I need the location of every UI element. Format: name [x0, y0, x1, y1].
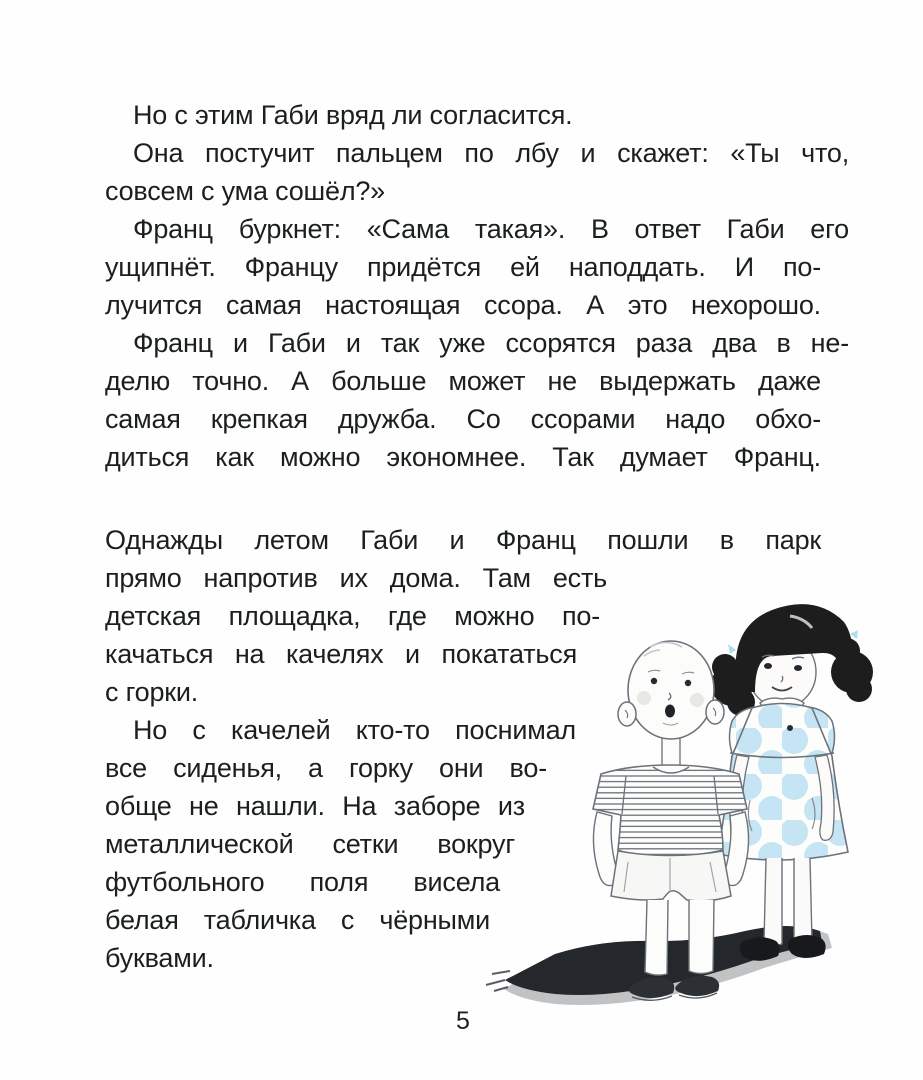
text-line: Франц буркнет: «Сама такая». В ответ Габи его	[133, 214, 849, 244]
page-number: 5	[456, 1007, 470, 1035]
text-line: лучится самая настоящая ссора. А это нехорошо.	[105, 290, 821, 320]
text-line: самая крепкая дружба. Со ссорами надо обхо-	[105, 404, 821, 434]
text-line: Но с этим Габи вряд ли согласится.	[133, 100, 573, 130]
text-line: металлической сетки вокруг	[105, 829, 515, 859]
illustration-boy-and-girl	[460, 590, 923, 1020]
text-line: прямо напротив их дома. Там есть	[105, 563, 607, 593]
text-line: ущипнёт. Францу придётся ей наподдать. И по-	[105, 252, 821, 282]
girl-shoe-right	[788, 935, 826, 958]
text-line: с горки.	[105, 677, 199, 707]
text-line: обще не нашли. На заборе из	[105, 791, 525, 821]
text-line: футбольного поля висела	[105, 867, 500, 897]
text-line: детская площадка, где можно по-	[105, 601, 600, 631]
text-line: делю точно. А больше может не выдержать даже	[105, 366, 821, 396]
girl-shoe-left	[740, 937, 780, 961]
text-line: Франц и Габи и так уже ссорятся раза два в не-	[133, 328, 849, 358]
text-line: диться как можно экономнее. Так думает Франц.	[105, 442, 821, 472]
text-line: совсем с ума сошёл?»	[105, 176, 386, 206]
text-line: Однажды летом Габи и Франц пошли в парк	[105, 525, 821, 555]
text-line: Но с качелей кто-то поснимал	[133, 715, 576, 745]
text-line: все сиденья, а горку они во-	[105, 753, 547, 783]
boy-head	[628, 641, 714, 739]
text-line: качаться на качелях и покататься	[105, 639, 577, 669]
text-line: белая табличка с чёрными	[105, 905, 490, 935]
text-line: буквами.	[105, 943, 214, 973]
text-line: Она постучит пальцем по лбу и скажет: «Ты что,	[133, 138, 849, 168]
dress-button	[787, 725, 793, 731]
